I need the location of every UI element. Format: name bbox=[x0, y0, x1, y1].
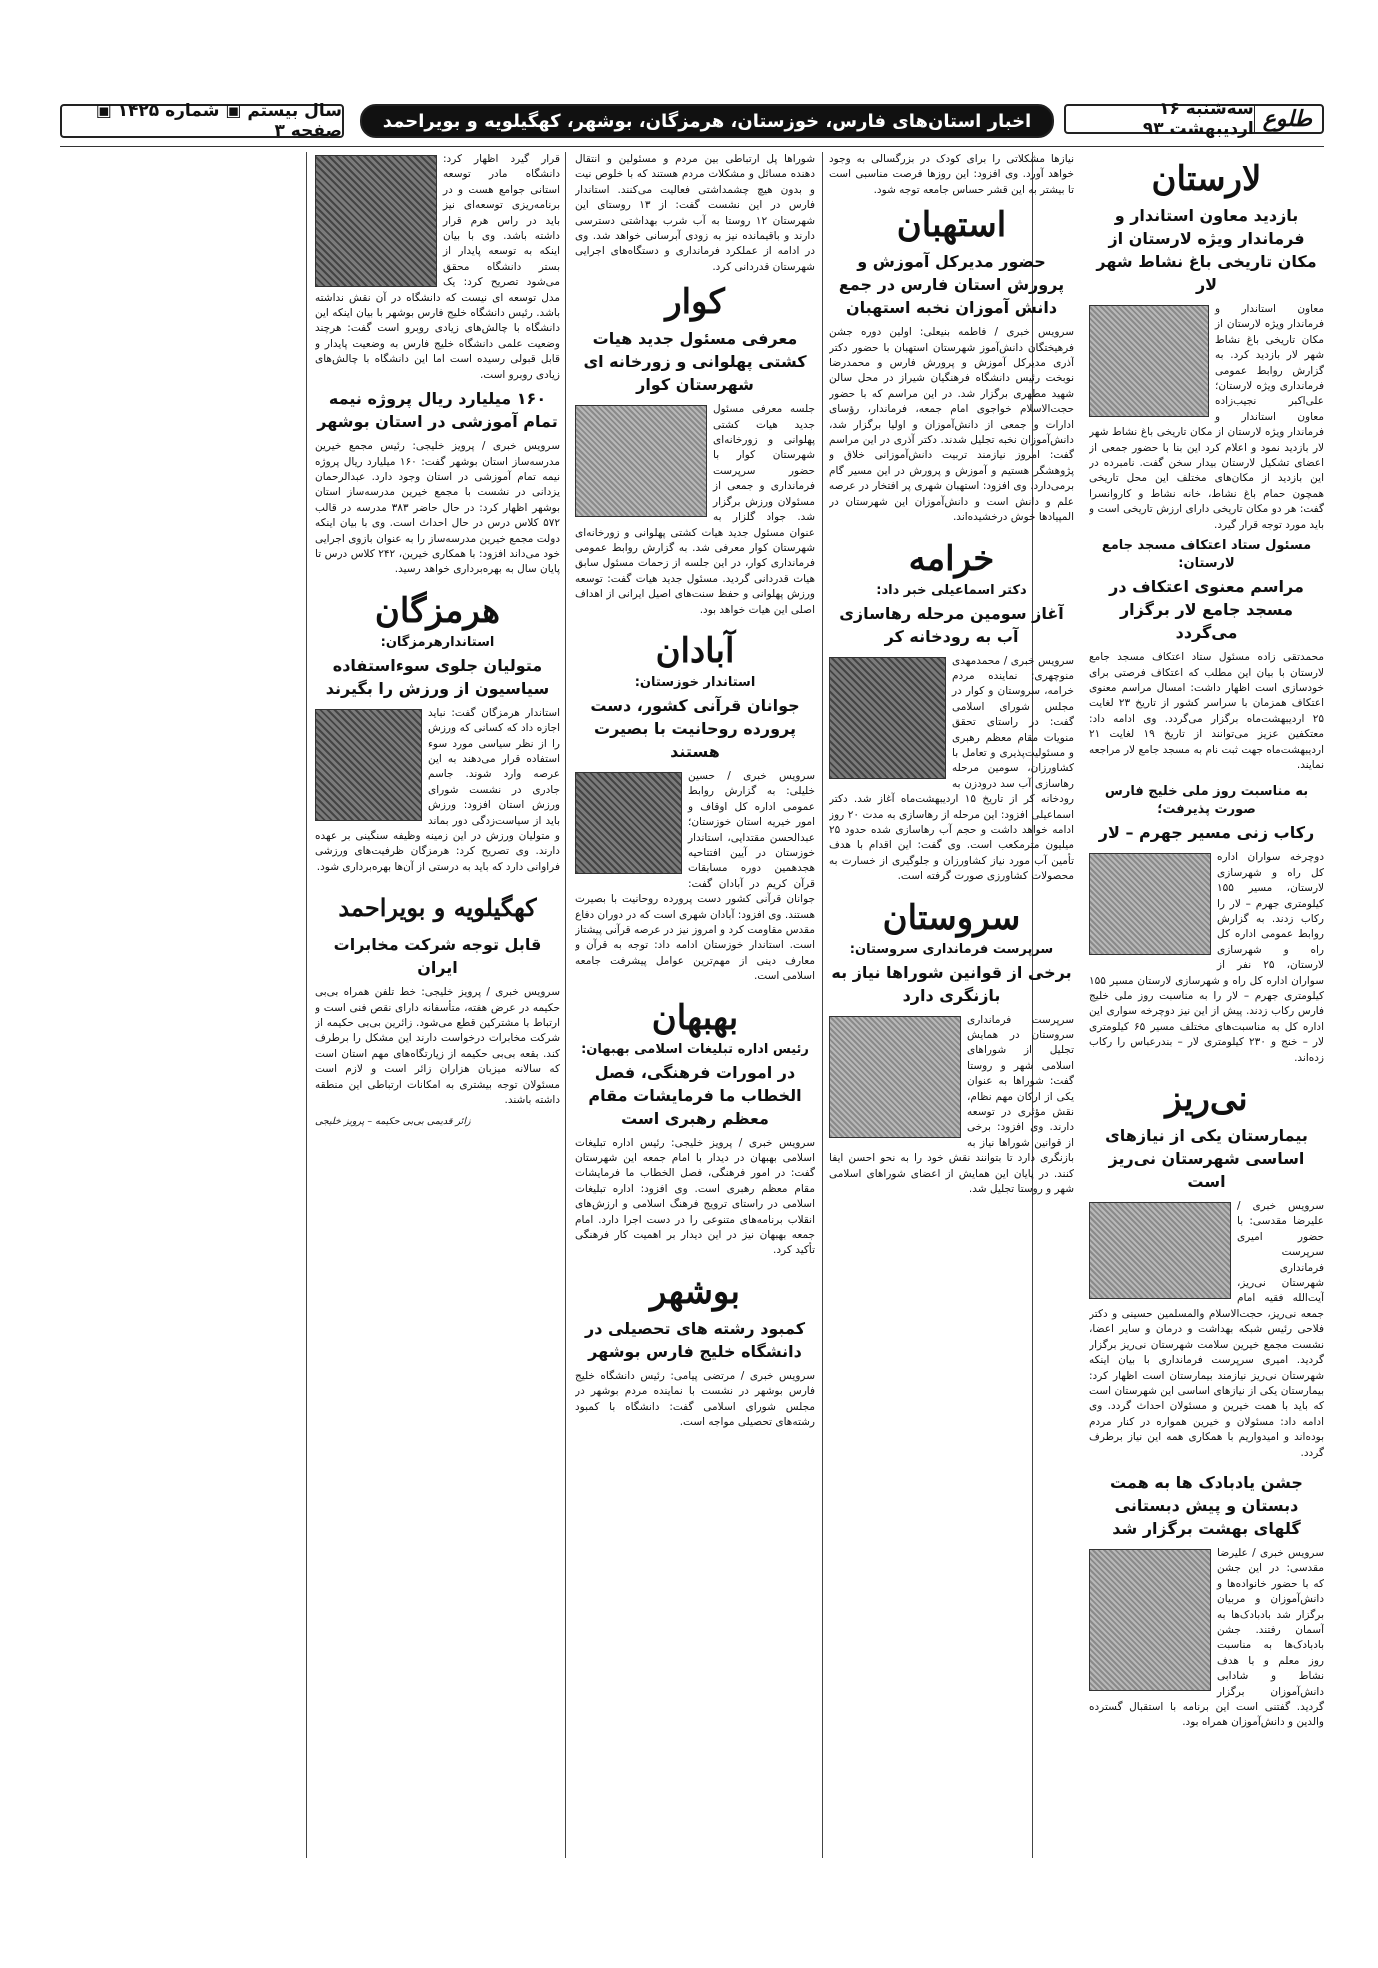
article-larestan bbox=[1089, 156, 1324, 773]
article-body: جلسه معرفی مسئول جدید هیات کشتی پهلوانی و زورخانه‌ای شهرستان کوار با حضور سرپرست فرمانداری و جمعی از مسئولان ورزش برگزار شد. جواد گلزار به عنوان مسئول جدید هیات کشتی پهلوانی و زورخانه‌ای شهرستان کوار معرفی شد. به گزارش روابط عمومی فرمانداری کوار، در این جلسه از زحمات مسئول سابق هیات قدردانی گردید. مسئول جدید هیات گفت: توسعه ورزش پهلوانی و حفظ سنت‌های اصیل ایرانی از اهداف اصلی این هیات خواهد بود. bbox=[575, 403, 815, 616]
section-place: لارستان bbox=[1151, 159, 1262, 199]
article-photo bbox=[315, 155, 437, 287]
article-photo bbox=[829, 1016, 961, 1138]
headline: حضور مدیرکل آموزش و پرورش استان فارس در جمع دانش آموزان نخبه استهبان bbox=[838, 252, 1065, 318]
section-place: خرامه bbox=[908, 538, 995, 579]
column-4 bbox=[315, 152, 560, 1858]
column-2 bbox=[829, 152, 1074, 1858]
column-3 bbox=[575, 152, 815, 1858]
headline: رکاب زنی مسیر جهرم – لار bbox=[1098, 823, 1315, 843]
kicker: سرپرست فرمانداری سروستان: bbox=[849, 941, 1054, 957]
headline: جوانان قرآنی کشور، دست پرورده روحانیت با بصیرت هستند bbox=[590, 695, 800, 761]
headline: بیمارستان یکی از نیازهای اساسی شهرستان نی‌ریز است bbox=[1105, 1126, 1308, 1192]
headline: جشن یادبادک ها به همت دبستان و پیش دبستانی گلهای بهشت برگزار شد bbox=[1110, 1472, 1303, 1538]
article-body: سرویس خبری / پرویز خلیجی: رئیس مجمع خیرین مدرسه‌ساز استان بوشهر گفت: ۱۶۰ میلیارد ریال پروژه نیمه تمام آموزشی در استان وجود دارد. عبدالرحمان یزدانی در نشست با مجمع خیرین مدرسه‌ساز استان بوشهر اظهار کرد: در حال حاضر ۳۸۳ مدرسه در قالب ۵۷۲ کلاس درس در حال احداث است. وی با بیان اینکه دولت مجمع خیرین مدرسه‌ساز را به عنوان بازوی اجرایی خود می‌داند افزود: با همکاری خیرین، ۲۴۲ کلاس درس تا پایان سال به بهره‌برداری خواهد رسید. bbox=[315, 440, 560, 576]
section-place: هرمزگان bbox=[374, 590, 501, 631]
article-body: سرویس خبری / فاطمه بنیعلی: اولین دوره جشن فرهیختگان دانش‌آموز شهرستان استهبان با حضور دکتر آذری مدیرکل آموزش و پرورش فارس و محمدرضا نوبخت رئیس دانشگاه فرهنگیان شیراز در محل سالن شهید مطهری برگزار شد. در این مراسم که با حضور حجت‌الاسلام خواجوی امام جمعه، فرماندار، رؤسای ادارات و جمعی از دانش‌آموزان و اولیا برگزار شد، دانش‌آموزان نخبه تجلیل شدند. دکتر آذری در این مراسم گفت: امروز نیازمند تربیت دانش‌آموزانی خلاق و پژوهشگر هستیم و آموزش و پرورش در این مسیر گام برمی‌دارد. وی افزود: استهبان شهری پر افتخار در عرصه علم و دانش است و دانش‌آموزان این شهرستان در المپیادها خوش درخشیده‌اند. bbox=[829, 326, 1074, 524]
article-body: سرویس خبری / حسین خلیلی: به گزارش روابط عمومی اداره کل اوقاف و امور خیریه استان خوزستان؛ عبدالحسن مقتدایی، استاندار خوزستان در آیین افتتاحیه هجدهمین دوره مسابقات قرآن کریم در آبادان گفت: جوانان قرآنی کشور دست پرورده روحانیت با بصیرت هستند. وی افزود: آبادان شهری است که در دوران دفاع مقدس مقاومت کرد و امروز نیز در عرصه قرآنی پیشتاز است. استاندار خوزستان ادامه داد: توجه به قرآن و معارف دینی از مهم‌ترین عوامل پیشرفت جامعه اسلامی است. bbox=[575, 769, 815, 983]
section-place: کهگیلویه و بویراحمد bbox=[338, 893, 537, 923]
section-place: سروستان bbox=[882, 897, 1021, 938]
section-place: استهبان bbox=[896, 205, 1007, 246]
article-body: سرویس خبری / علیرضا مقدسی: در این جشن که با حضور خانواده‌ها و دانش‌آموزان و مربیان برگزار شد بادبادک‌ها به آسمان رفتند. جشن بادبادک‌ها به مناسبت روز معلم و با هدف نشاط و شادابی دانش‌آموزان برگزار گردید. گفتنی است این برنامه با استقبال گسترده والدین و دانش‌آموزان همراه بود. bbox=[1089, 1546, 1324, 1729]
article-body: محمدتقی زاده مسئول ستاد اعتکاف مسجد جامع لارستان با بیان این مطلب که اعتکاف فرصتی برای خودسازی است اظهار داشت: امسال مراسم معنوی اعتکاف همزمان با سراسر کشور از تاریخ ۲۳ لغایت ۲۵ اردیبهشت‌ماه برگزار می‌گردد. وی ادامه داد: معتکفین عزیز می‌توانند از تاریخ ۱۹ لغایت ۲۱ اردیبهشت‌ماه جهت ثبت نام به مسجد جامع لار مراجعه نمایند. bbox=[1089, 651, 1324, 771]
headline: در امورات فرهنگی، فصل الخطاب ما فرمایشات مقام معظم رهبری است bbox=[588, 1062, 802, 1128]
article-photo bbox=[1089, 853, 1211, 955]
article-body: دوچرخه سواران اداره کل راه و شهرسازی لارستان، مسیر ۱۵۵ کیلومتری جهرم – لار را رکاب زدند. به گزارش روابط عمومی اداره کل راه و شهرسازی لارستان، ۲۵ نفر از سواران اداره کل راه و شهرسازی لارستان مسیر ۱۵۵ کیلومتری جهرم – لار را به مناسبت روز ملی خلیج فارس رکاب زدند. پیش از این نیز دوچرخه سواری این اداره کل به مناسبت‌های مختلف مسیر ۶۵ کیلومتری لار – خنج و ۲۳۰ کیلومتری لار – بندرعباس را رکاب زده‌اند. bbox=[1089, 851, 1324, 1064]
issue-date: سه‌شنبه ۱۶ اردیبهشت ۹۳ bbox=[1142, 99, 1254, 139]
article-behbahan bbox=[575, 995, 815, 1259]
newspaper-logo: طلوع bbox=[1254, 106, 1312, 132]
article-kharameh bbox=[829, 536, 1074, 885]
article-photo bbox=[1089, 305, 1209, 417]
kicker: مسئول ستاد اعتکاف مسجد جامع لارستان: bbox=[1101, 538, 1312, 572]
article-road bbox=[1089, 783, 1324, 1066]
headline: کمبود رشته های تحصیلی در دانشگاه خلیج فارس بوشهر bbox=[584, 1318, 805, 1361]
section-place: بهبهان bbox=[651, 997, 739, 1038]
section-title: اخبار استان‌های فارس، خوزستان، هرمزگان، بوشهر، کهگیلویه و بویراحمد bbox=[360, 104, 1054, 138]
section-place: بوشهر bbox=[650, 1271, 740, 1312]
article-body: سرویس خبری / علیرضا مقدسی: با حضور امیری سرپرست فرمانداری شهرستان نی‌ریز، آیت‌الله فقیه امام جمعه نی‌ریز، حجت‌الاسلام والمسلمین حسینی و دکتر فلاحی رئیس شبکه بهداشت و درمان و سایر اعضا، نشست مجمع خیرین سلامت شهرستان نی‌ریز برگزار گردید. امیری سرپرست فرمانداری با بیان اینکه شهرستان نی‌ریز نیازمند بیمارستان است اظهار کرد: بیمارستان یکی از نیازهای اساسی این شهرستان است که باید با همت خیرین و مسئولان احداث گردد. وی ادامه داد: مسئولان و خیرین همواره در کنار مردم بوده‌اند و امیدواریم با همکاری همه این نیاز برطرف گردد. bbox=[1089, 1200, 1324, 1459]
article-body: قرار گیرد اظهار کرد: دانشگاه مادر توسعه استانی جوامع هست و در برنامه‌ریزی توسعه‌ای نیز باید در راس هرم قرار داشته باشد. وی با بیان اینکه به توسعه پایدار از بستر دانشگاه محقق می‌شود تصریح کرد: یک مدل توسعه ای نیست که دانشگاه در آن نقش نداشته باشد. رئیس دانشگاه خلیج فارس بوشهر با بیان اینکه این دانشگاه با چالش‌های زیادی روبرو است گفت: هرچند وضعیت علمی دانشگاه خلیج فارس به وضعیت پایدار و قابل قبولی رسیده است اما این دانشگاه با چالش‌های زیادی روبرو است. bbox=[315, 153, 560, 381]
kicker: استاندارهرمزگان: bbox=[380, 634, 495, 650]
headline: برخی از قوانین شوراها نیاز به بازنگری دارد bbox=[831, 962, 1072, 1005]
article-photo bbox=[315, 709, 422, 821]
headline: معرفی مسئول جدید هیات کشتی پهلوانی و زورخانه ای شهرستان کوار bbox=[583, 329, 807, 395]
article-body: سرویس خبری / پرویز خلیجی: خط تلفن همراه بی‌بی حکیمه در عرض هفته، متأسفانه دارای نقص فنی است و ارتباط با مشترکین قطع می‌شود. زائرین بی‌بی حکیمه از شرکت مخابرات درخواست دارند این مشکل را برطرف کند. بقعه بی‌بی حکیمه از زیارتگاه‌های مهم استان است که سالانه میزبان هزاران زائر است و لازم است مسئولان توجه بیشتری به امکانات ارتباطی این منطقه داشته باشند. bbox=[315, 986, 560, 1107]
section-place: نی‌ریز bbox=[1165, 1079, 1248, 1120]
issue-info: سال بیستم ▣ شماره ۱۴۲۵ ▣ صفحه ۳ bbox=[60, 104, 344, 138]
article-body: نیازها مشکلاتی را برای کودک در بزرگسالی به وجود خواهد آورد. وی افزود: این روزها فرصت مناسبی است تا بیشتر به این قشر حساس جامعه توجه شود. bbox=[829, 153, 1074, 196]
article-project bbox=[315, 387, 560, 578]
kicker: استاندار خوزستان: bbox=[634, 674, 756, 690]
article-sarvestan bbox=[829, 895, 1074, 1198]
article-festival bbox=[1089, 1471, 1324, 1731]
article-body: استاندار هرمزگان گفت: نباید اجازه داد که کسانی که ورزش را از نظر سیاسی مورد سوء استفاده قرار می‌دهند به این عرصه وارد شوند. جاسم جادری در نشست شورای ورزش استان افزود: ورزش باید از سیاست‌زدگی دور بماند و متولیان ورزش در این زمینه وظیفه سنگینی بر عهده دارند. وی تصریح کرد: هرمزگان ظرفیت‌های ورزشی فراوانی دارد که باید به درستی از آن‌ها بهره‌برداری شود. bbox=[315, 706, 560, 873]
article-hormozgan bbox=[315, 588, 560, 875]
article-body: سرویس خبری / محمدمهدی منوچهری: نماینده مردم خرامه، سروستان و کوار در مجلس شورای اسلامی گفت: در راستای تحقق منویات مقام معظم رهبری و مسئولیت‌پذیری و تعامل با کشاورزان، سومین مرحله رهاسازی آب سد درودزن به رودخانه کر از تاریخ ۱۵ اردیبهشت‌ماه آغاز شد. دکتر اسماعیلی افزود: این مرحله از رهاسازی به مدت ۲۰ روز ادامه خواهد داشت و حجم آب رهاسازی شده حدود ۲۵ میلیون مترمکعب است. وی گفت: این اقدام با هدف تأمین آب مورد نیاز کشاورزان و جلوگیری از خسارت به محصولات کشاورزی صورت گرفته است. bbox=[829, 654, 1074, 883]
article-kavar bbox=[575, 279, 815, 618]
headline: مراسم معنوی اعتکاف در مسجد جامع لار برگزار می‌گردد bbox=[1109, 577, 1304, 643]
kicker: رئیس اداره تبلیغات اسلامی بهبهان: bbox=[581, 1041, 809, 1057]
headline: قابل توجه شرکت مخابرات ایران bbox=[333, 935, 542, 978]
column-1 bbox=[1089, 152, 1324, 1858]
section-place: کوار bbox=[665, 282, 725, 323]
article-photo bbox=[575, 405, 707, 517]
byline: زائر قدیمی بی‌بی حکیمه – پرویز خلیجی bbox=[315, 1116, 471, 1128]
article-kohgiluyeh bbox=[315, 885, 560, 1130]
article-body: سرویس خبری / پرویز خلیجی: رئیس اداره تبلیغات اسلامی بهبهان در دیدار با امام جمعه این شهرستان گفت: در امور فرهنگی، فصل الخطاب ما فرمایشات مقام معظم رهبری است. وی افزود: اداره تبلیغات اسلامی در راستای ترویج فرهنگ اسلامی و ارزش‌های انقلاب برنامه‌های متنوعی را در دست اجرا دارد. امام جمعه بهبهان نیز در این دیدار بر اهمیت کار فرهنگی تأکید کرد. bbox=[575, 1136, 815, 1257]
article-body: شوراها پل ارتباطی بین مردم و مسئولین و انتقال دهنده مسائل و مشکلات مردم هستند که با خلوص نیت و بدون هیچ چشمداشتی فعالیت می‌کنند. استاندار فارس در این نشست گفت: از ۱۳ روستای این شهرستان ۱۲ روستا به آب شرب بهداشتی دسترسی دارند و باقیمانده نیز به زودی آبرسانی خواهد شد. وی در ادامه از عملکرد فرمانداری و دستگاه‌های اجرایی شهرستان قدردانی کرد. bbox=[575, 153, 815, 273]
article-photo bbox=[1089, 1549, 1211, 1691]
headline: بازدید معاون استاندار و فرماندار ویژه لارستان از مکان تاریخی باغ نشاط شهر لار bbox=[1096, 206, 1317, 294]
kicker: دکتر اسماعیلی خبر داد: bbox=[876, 582, 1027, 598]
article-bushehr bbox=[575, 1269, 815, 1431]
section-place: آبادان bbox=[655, 630, 735, 671]
article-abadan bbox=[575, 628, 815, 985]
article-body: معاون استاندار و فرماندار ویژه لارستان از مکان تاریخی باغ نشاط شهر لار بازدید کرد. به گزارش روابط عمومی فرمانداری ویژه لارستان؛ علی‌اکبر نجیب‌زاده معاون استاندار و فرماندار ویژه لارستان از مکان تاریخی باغ نشاط شهر لار بازدید نمود و اعلام کرد این بنا با حضور جمعی از اعضای تشکیل لارستان بیدار سخن گفت. نامبرده در این بازدید از مکان‌های مختلف این محل تاریخی همچون حمام باغ نشاط، خانه نشاط و کاروانسرا گفت: هر دو مکان تاریخی دارای ارزش تاریخی است و باید مورد توجه قرار گیرد. bbox=[1089, 303, 1324, 531]
headline: ۱۶۰ میلیارد ریال پروژه نیمه تمام آموزشی در استان بوشهر bbox=[317, 389, 558, 432]
article-body: سرویس خبری / مرتضی پیامی: رئیس دانشگاه خلیج فارس بوشهر در نشست با نماینده مردم بوشهر در مجلس شورای اسلامی گفت: دانشگاه با کمبود رشته‌های تحصیلی مواجه است. bbox=[575, 1369, 815, 1429]
article-body: سرپرست فرمانداری سروستان در همایش تجلیل از شوراهای اسلامی شهر و روستا گفت: شوراها به عنوان یکی از ارکان مهم نظام، نقش مؤثری در توسعه دارند. وی افزود: برخی از قوانین شوراها نیاز به بازنگری دارد تا بتوانند نقش خود را به نحو احسن ایفا کنند. در پایان این همایش از اعضای شوراهای اسلامی شهر و روستا تجلیل شد. bbox=[829, 1013, 1074, 1196]
date-box bbox=[1064, 99, 1324, 139]
article-photo bbox=[829, 657, 946, 779]
article-neyriz bbox=[1089, 1076, 1324, 1461]
headline: آغاز سومین مرحله رهاسازی آب به رودخانه کر bbox=[839, 603, 1064, 646]
article-estahban bbox=[829, 202, 1074, 525]
article-photo bbox=[575, 772, 682, 874]
masthead-rule bbox=[60, 146, 1324, 147]
headline: متولیان جلوی سوءاستفاده سیاسیون از ورزش را بگیرند bbox=[325, 655, 550, 698]
masthead bbox=[60, 98, 1324, 142]
kicker: به مناسبت روز ملی خلیج فارس صورت پذیرفت؛ bbox=[1104, 784, 1309, 818]
article-photo bbox=[1089, 1202, 1231, 1299]
